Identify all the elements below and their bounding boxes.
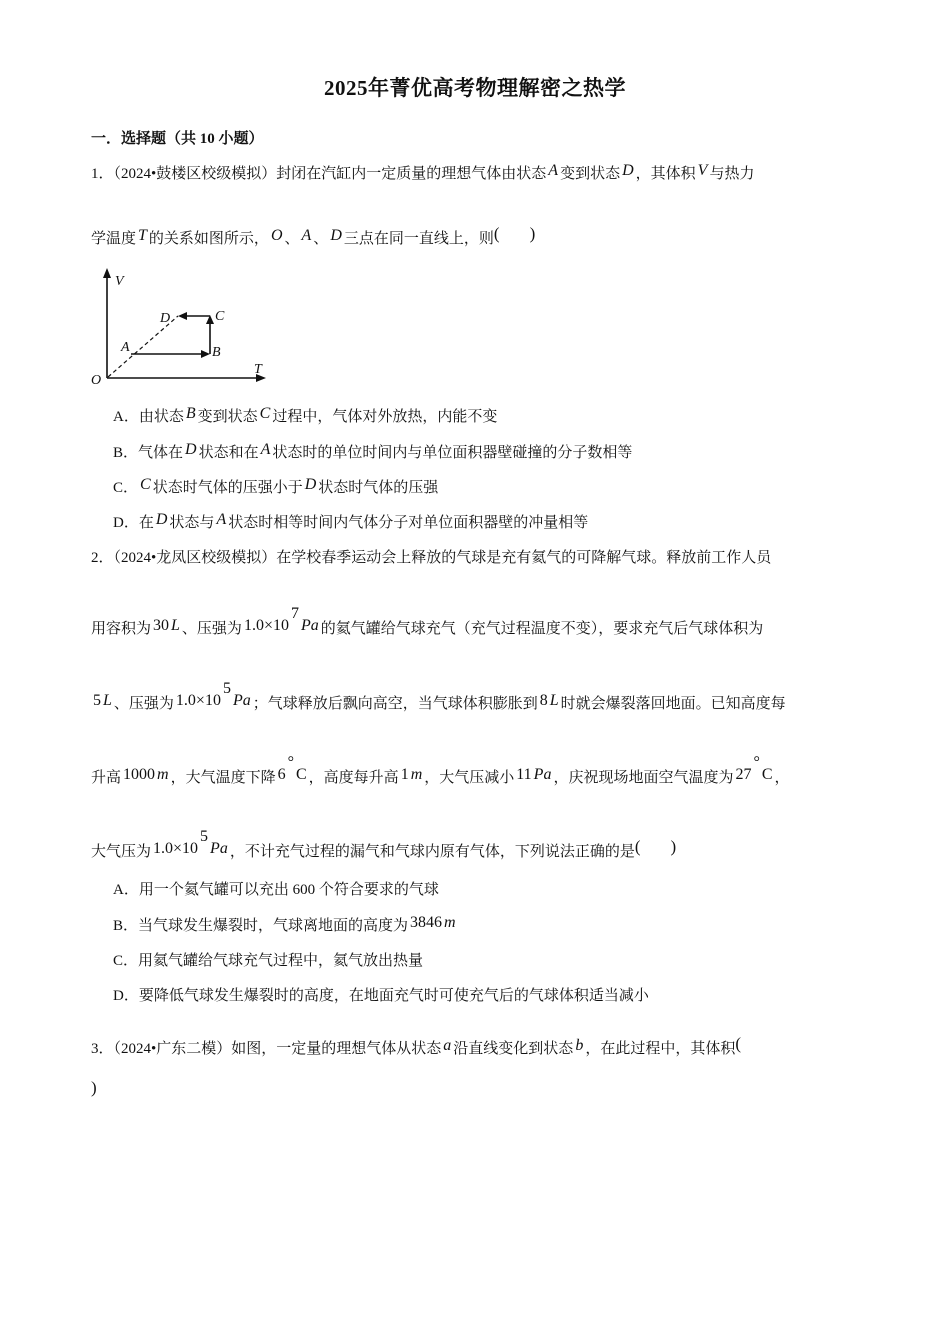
arrow-CD — [178, 312, 187, 320]
q2-text: ，高度每升高 — [308, 770, 399, 786]
q2-text: 用容积为 — [91, 621, 152, 637]
separator: 、 — [284, 231, 300, 247]
math-D: D — [155, 511, 168, 528]
q1-text: 封闭在汽缸内一定质量的理想气体由状态 — [276, 166, 547, 182]
math-A: A — [548, 162, 559, 179]
q1-text: 与热力 — [709, 166, 755, 182]
graph-label-B: B — [212, 345, 221, 360]
q3-line-2 — [91, 1078, 97, 1103]
option-label: D． — [113, 515, 139, 531]
degree-sign: ° — [753, 754, 760, 771]
option-text: 过程中，气体对外放热，内能不变 — [272, 409, 498, 425]
math-a: a — [443, 1037, 452, 1054]
option-text: 用一个氦气罐可以充出 600 个符合要求的气球 — [138, 882, 439, 898]
graph-label-O: O — [91, 373, 102, 388]
q2-text: 在学校春季运动会上释放的气球是充有氦气的可降解气球。释放前工作人员 — [276, 550, 772, 566]
q2-source: （2024•龙凤区校级模拟） — [113, 550, 277, 566]
answer-paren-close: ) — [529, 224, 536, 243]
math-unit-m: m — [444, 914, 456, 931]
math-T: T — [138, 227, 147, 244]
graph-label-T: T — [254, 362, 262, 377]
option-label: B． — [113, 918, 139, 934]
math-D: D — [330, 227, 342, 244]
math-D: D — [304, 476, 317, 493]
q3-source: （2024•广东二模） — [113, 1041, 232, 1057]
option-text: 状态与 — [169, 515, 215, 531]
math-A: A — [216, 511, 227, 528]
q2-option-d[interactable] — [113, 986, 649, 1006]
q3-line-1 — [91, 1034, 741, 1059]
math-C: C — [140, 476, 151, 493]
q1-number: 1． — [91, 166, 114, 182]
q1-source: （2024•鼓楼区校级模拟） — [113, 166, 277, 182]
arrow-AB — [201, 350, 210, 358]
q1-line-2 — [91, 224, 536, 249]
math-unit-L: L — [549, 692, 559, 709]
q2-text: 大气压为 — [91, 844, 152, 860]
math-unit-Pa: Pa — [300, 617, 319, 634]
q1-option-a[interactable] — [113, 407, 497, 427]
graph-label-V: V — [115, 274, 124, 289]
q2-text: 时就会爆裂落回地面。已知高度每 — [560, 696, 786, 712]
math-number: 5 — [93, 692, 101, 709]
math-exponent: 7 — [290, 605, 299, 622]
math-exponent: 5 — [200, 828, 209, 845]
q2-text: ，大气压减小 — [424, 770, 515, 786]
q2-text: 、压强为 — [113, 696, 174, 712]
q2-number: 2． — [91, 550, 114, 566]
q2-text: ；气球释放后飘向高空，当气球体积膨胀到 — [252, 696, 538, 712]
math-D: D — [185, 441, 197, 458]
math-number: 1.0×10 — [153, 840, 199, 857]
q2-line-3 — [91, 680, 786, 714]
degree-sign: ° — [287, 754, 294, 771]
math-number: 27 — [735, 766, 752, 783]
answer-paren-open: ( — [735, 1034, 741, 1053]
option-label: D． — [113, 988, 139, 1004]
q2-line-1 — [91, 548, 771, 568]
math-O: O — [270, 227, 283, 244]
graph-label-C: C — [215, 309, 225, 324]
math-unit-m: m — [410, 766, 423, 783]
math-unit-C: C — [296, 766, 307, 783]
q1-text: 三点在同一直线上，则 — [343, 231, 494, 247]
option-text: 状态和在 — [198, 445, 259, 461]
math-number: 3846 — [410, 914, 443, 931]
q2-line-4 — [91, 754, 790, 788]
math-number: 1 — [400, 766, 409, 783]
q3-text: 如图，一定量的理想气体从状态 — [231, 1041, 442, 1057]
q1-vt-graph — [88, 265, 278, 395]
option-label: B． — [113, 445, 139, 461]
q1-text: 学温度 — [91, 231, 137, 247]
option-text: 要降低气球发生爆裂时的高度，在地面充气时可使充气后的气球体积适当减小 — [138, 988, 649, 1004]
q1-text: 变到状态 — [560, 166, 621, 182]
answer-paren-close: ) — [670, 837, 677, 856]
q1-option-b[interactable] — [113, 443, 632, 463]
q1-line-1 — [91, 164, 754, 184]
math-unit-Pa: Pa — [232, 692, 251, 709]
q2-text: 的氦气罐给气球充气（充气过程温度不变），要求充气后气球体积为 — [320, 621, 764, 637]
q1-option-d[interactable] — [113, 513, 588, 533]
answer-paren-open: ( — [634, 837, 641, 856]
math-unit-L: L — [171, 617, 180, 634]
option-text: 在 — [138, 515, 154, 531]
q3-text: ，在此过程中，其体积 — [585, 1041, 736, 1057]
page-title: 2025年菁优高考物理解密之热学 — [324, 76, 626, 100]
math-unit-Pa: Pa — [210, 840, 228, 857]
option-text: 用氦气罐给气球充气过程中，氦气放出热量 — [138, 953, 424, 969]
separator: 、 — [313, 231, 329, 247]
math-unit-C: C — [761, 766, 773, 783]
option-label: A． — [113, 409, 139, 425]
math-B: B — [185, 405, 196, 422]
math-number: 30 — [153, 617, 170, 634]
q2-option-b[interactable] — [113, 916, 458, 936]
option-text: 状态时气体的压强 — [318, 480, 439, 496]
math-unit-m: m — [157, 766, 169, 783]
q2-text: 、压强为 — [181, 621, 242, 637]
math-D: D — [622, 162, 634, 179]
option-label: A． — [113, 882, 139, 898]
option-text: 状态时的单位时间内与单位面积器壁碰撞的分子数相等 — [272, 445, 633, 461]
option-text: 当气球发生爆裂时，气球离地面的高度为 — [138, 918, 409, 934]
q2-option-a[interactable] — [113, 880, 439, 900]
q2-line-2 — [91, 605, 764, 639]
q2-text: ，庆祝现场地面空气温度为 — [553, 770, 734, 786]
math-C: C — [259, 405, 271, 422]
graph-label-A: A — [121, 340, 130, 355]
q2-text: ， — [774, 770, 790, 786]
option-text: 由状态 — [138, 409, 184, 425]
math-unit-Pa: Pa — [533, 766, 552, 783]
option-text: 状态时相等时间内气体分子对单位面积器壁的冲量相等 — [228, 515, 589, 531]
option-text: 气体在 — [138, 445, 184, 461]
q2-text: ，不计充气过程的漏气和气球内原有气体，下列说法正确的是 — [229, 844, 635, 860]
math-number: 11 — [516, 766, 532, 783]
math-unit-L: L — [103, 692, 112, 709]
math-A: A — [260, 441, 271, 458]
v-axis-arrow — [103, 268, 111, 278]
q3-text: 沿直线变化到状态 — [453, 1041, 574, 1057]
math-A: A — [301, 227, 312, 244]
section-heading: 一．选择题（共 10 小题） — [91, 131, 264, 147]
math-number: 8 — [539, 692, 548, 709]
math-exponent: 5 — [222, 680, 231, 697]
q2-text: 升高 — [91, 770, 122, 786]
answer-paren-close: ) — [91, 1078, 97, 1097]
q1-text: ，其体积 — [635, 166, 696, 182]
answer-paren-open: ( — [493, 224, 500, 243]
graph-label-D: D — [160, 311, 171, 326]
q2-text: ，大气温度下降 — [170, 770, 276, 786]
math-b: b — [575, 1037, 584, 1054]
math-V: V — [697, 162, 708, 179]
math-number: 1.0×10 — [175, 692, 221, 709]
option-text: 变到状态 — [197, 409, 258, 425]
option-label: C． — [113, 480, 139, 496]
math-number: 1000 — [123, 766, 156, 783]
q3-number: 3． — [91, 1041, 114, 1057]
q2-line-5 — [91, 828, 677, 862]
q2-option-c[interactable] — [113, 951, 423, 971]
math-number: 1.0×10 — [243, 617, 289, 634]
option-label: C． — [113, 953, 139, 969]
q1-text: 的关系如图所示， — [148, 231, 269, 247]
option-text: 状态时气体的压强小于 — [152, 480, 303, 496]
math-number: 6 — [277, 766, 286, 783]
q1-option-c[interactable] — [113, 478, 438, 498]
